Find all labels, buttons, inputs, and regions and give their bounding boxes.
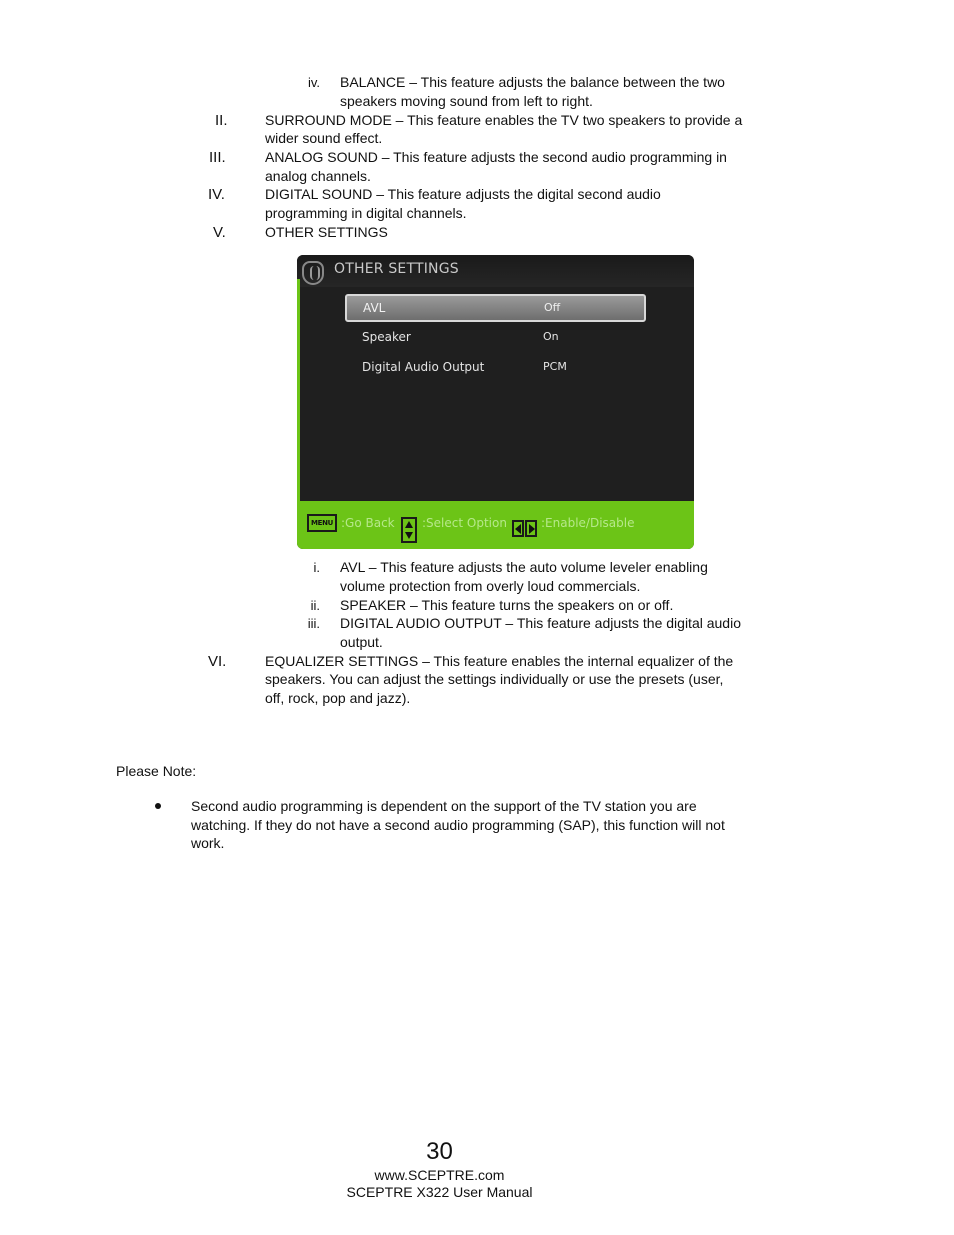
other-settings-menu-screenshot: [297, 255, 694, 549]
go-back-hint: :Go Back: [341, 516, 395, 530]
analog-text-line-2: analog channels.: [265, 168, 371, 184]
menu-row-digital-audio-output[interactable]: [345, 354, 646, 382]
equalizer-text-line-1: EQUALIZER SETTINGS – This feature enables the internal equalizer of the: [265, 653, 734, 669]
up-down-key-icon: [401, 517, 417, 543]
list-number: iii.: [307, 616, 320, 631]
digital-output-text-line-1: DIGITAL AUDIO OUTPUT – This feature adjusts the digital audio: [340, 615, 741, 631]
menu-row-avl[interactable]: [345, 294, 646, 322]
digital-output-text-line-2: output.: [340, 634, 383, 650]
surround-text-line-2: wider sound effect.: [265, 130, 383, 146]
roman-numeral: VI.: [208, 653, 227, 670]
menu-row-label: Speaker: [362, 330, 411, 344]
balance-text-line-1: BALANCE – This feature adjusts the balance between the two: [340, 74, 725, 90]
menu-accent-strip: [297, 279, 300, 504]
surround-text-line-1: SURROUND MODE – This feature enables the TV two speakers to provide a: [265, 112, 743, 128]
menu-row-label: AVL: [363, 301, 386, 315]
left-key-icon: [512, 520, 524, 537]
menu-row-label: Digital Audio Output: [362, 360, 485, 374]
list-number: ii.: [310, 598, 320, 613]
menu-header: [297, 255, 694, 287]
menu-row-value: PCM: [543, 360, 567, 373]
analog-text-line-1: ANALOG SOUND – This feature adjusts the second audio programming in: [265, 149, 727, 165]
manual-title: SCEPTRE X322 User Manual: [346, 1184, 533, 1200]
right-key-icon: [525, 520, 537, 537]
note-text-line-2: watching. If they do not have a second audio programming (SAP), this function will not: [191, 817, 725, 833]
digital-sound-text-line-1: DIGITAL SOUND – This feature adjusts the digital second audio: [265, 186, 661, 202]
menu-row-speaker[interactable]: [345, 324, 646, 352]
enable-disable-hint: :Enable/Disable: [541, 516, 635, 530]
menu-row-value: Off: [544, 301, 561, 314]
equalizer-text-line-3: off, rock, pop and jazz).: [265, 690, 411, 706]
note-heading: Please Note:: [116, 763, 197, 779]
bullet-icon: [155, 803, 161, 809]
other-settings-heading: OTHER SETTINGS: [265, 224, 388, 240]
roman-numeral: V.: [213, 224, 226, 241]
menu-key-icon: MENU: [307, 514, 337, 532]
page-number: 30: [426, 1138, 453, 1165]
roman-numeral: IV.: [208, 186, 225, 203]
list-number: iv.: [307, 75, 320, 90]
note-text-line-3: work.: [191, 835, 225, 851]
menu-row-value: On: [543, 330, 559, 343]
menu-title: OTHER SETTINGS: [334, 261, 459, 277]
list-number: i.: [313, 560, 320, 575]
balance-text-line-2: speakers moving sound from left to right.: [340, 93, 593, 109]
note-text-line-1: Second audio programming is dependent on the support of the TV station you are: [191, 798, 697, 814]
digital-sound-text-line-2: programming in digital channels.: [265, 205, 467, 221]
speaker-text-line-1: SPEAKER – This feature turns the speakers on or off.: [340, 597, 674, 613]
avl-text-line-2: volume protection from overly loud commercials.: [340, 578, 641, 594]
roman-numeral: II.: [215, 112, 228, 129]
select-option-hint: :Select Option: [422, 516, 507, 530]
equalizer-text-line-2: speakers. You can adjust the settings individually or use the presets (user,: [265, 671, 724, 687]
website-text: www.SCEPTRE.com: [374, 1167, 505, 1183]
avl-text-line-1: AVL – This feature adjusts the auto volume leveler enabling: [340, 559, 708, 575]
menu-footer-hints: [297, 501, 694, 549]
sceptre-logo-icon: [302, 261, 324, 285]
roman-numeral: III.: [209, 149, 226, 166]
